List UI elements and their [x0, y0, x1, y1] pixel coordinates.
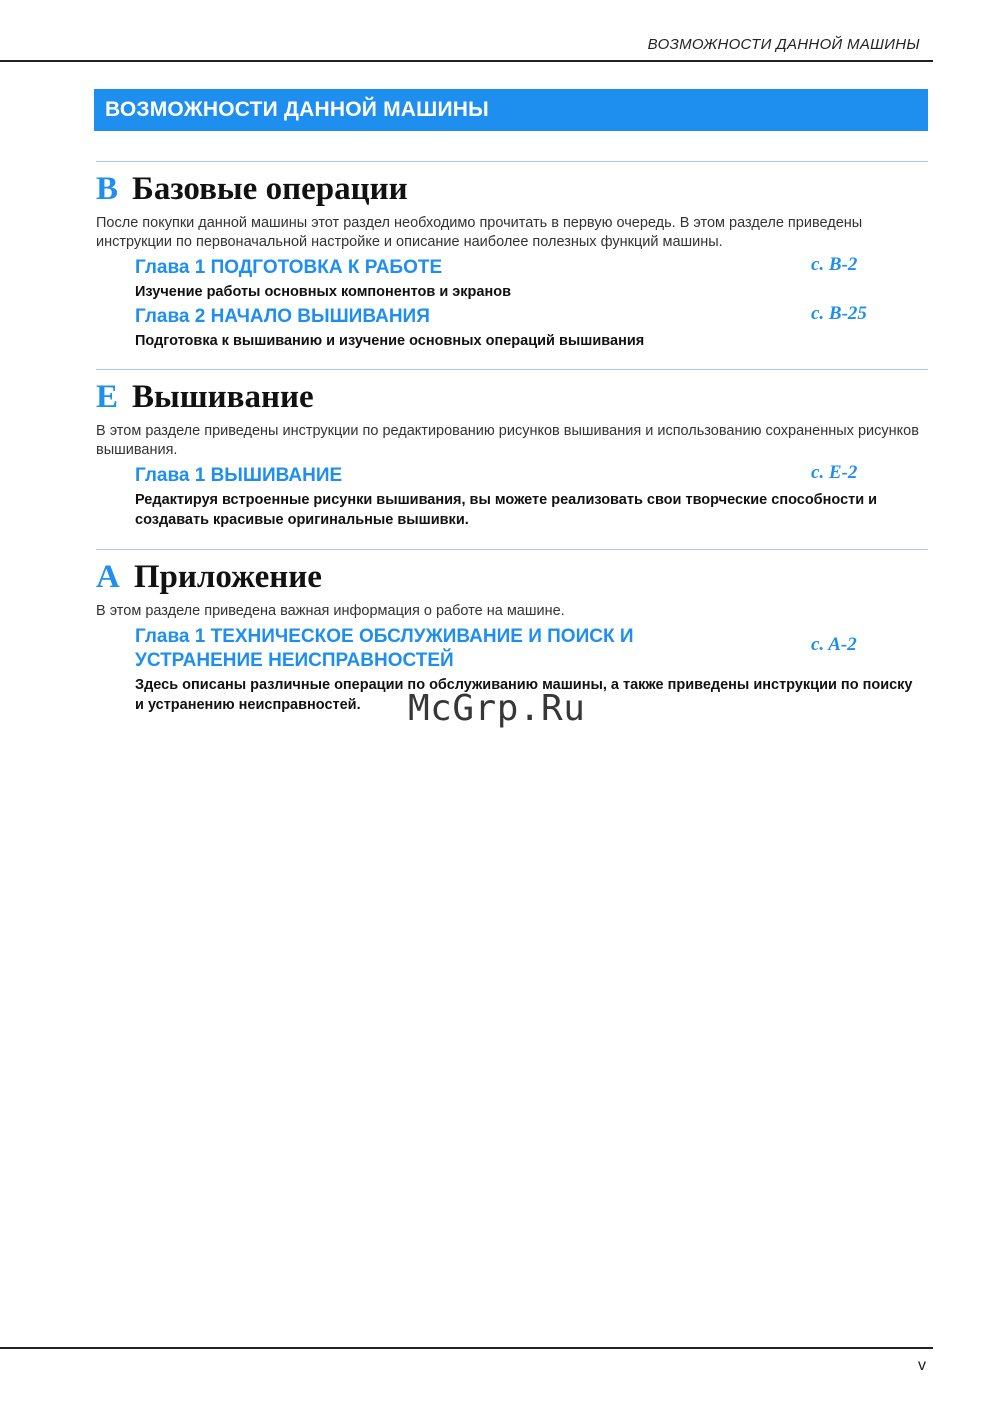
section-title: Приложение: [133, 559, 322, 595]
chapter-title[interactable]: Глава 1 ВЫШИВАНИЕ: [135, 465, 343, 486]
section-basic-operations: [96, 161, 928, 351]
page-banner: ВОЗМОЖНОСТИ ДАННОЙ МАШИНЫ: [94, 89, 928, 131]
chapter-description: Подготовка к вышиванию и изучение основных операций вышивания: [135, 333, 645, 349]
page-number: v: [918, 1357, 926, 1374]
section-title: Базовые операции: [132, 171, 408, 207]
section-divider: [96, 161, 928, 162]
chapter-entry[interactable]: [135, 464, 928, 530]
chapter-title[interactable]: Глава 1 ПОДГОТОВКА К РАБОТЕ: [135, 257, 443, 278]
section-description: В этом разделе приведены инструкции по редактированию рисунков вышивания и использованию сохраненных рисунков вышивания.: [96, 423, 919, 458]
section-description: После покупки данной машины этот раздел необходимо прочитать в первую очередь. В этом разделе приведены инструкции по первоначальной настройке и описание наиболее полезных функций машины.: [96, 215, 863, 250]
section-divider: [96, 549, 928, 550]
footer-rule: [0, 1347, 933, 1349]
chapter-page-link[interactable]: c. B-25: [811, 303, 867, 324]
chapter-page-link[interactable]: c. E-2: [811, 462, 858, 483]
section-heading: [96, 376, 928, 418]
chapter-title[interactable]: Глава 1 ТЕХНИЧЕСКОЕ ОБСЛУЖИВАНИЕ И ПОИСК И УСТРАНЕНИЕ НЕИСПРАВНОСТЕЙ: [135, 626, 634, 671]
watermark: McGrp.Ru: [408, 688, 586, 729]
chapter-title[interactable]: Глава 2 НАЧАЛО ВЫШИВАНИЯ: [135, 306, 430, 327]
section-description: В этом разделе приведена важная информация о работе на машине.: [96, 603, 565, 619]
chapter-page-link[interactable]: c. A-2: [811, 634, 857, 655]
section-divider: [96, 369, 928, 370]
section-embroidery: [96, 369, 928, 530]
header-rule: [0, 60, 933, 62]
chapter-description: Изучение работы основных компонентов и экранов: [135, 284, 511, 300]
chapter-description: Редактируя встроенные рисунки вышивания, вы можете реализовать свои творческие способности и создавать красивые оригинальные вышивки.: [135, 492, 878, 528]
section-letter: A: [96, 559, 120, 595]
section-heading: [96, 556, 928, 598]
chapter-entry[interactable]: [135, 256, 928, 302]
chapter-entry[interactable]: [135, 305, 928, 351]
chapter-page-link[interactable]: c. B-2: [811, 254, 858, 275]
section-heading: [96, 168, 928, 210]
running-header: ВОЗМОЖНОСТИ ДАННОЙ МАШИНЫ: [647, 36, 920, 53]
section-title: Вышивание: [132, 379, 314, 415]
chapter-description: Здесь описаны различные операции по обслуживанию машины, а также приведены инструкции по поиску и устранению неисправностей.: [135, 677, 913, 713]
section-letter: B: [96, 171, 119, 207]
section-letter: E: [96, 379, 119, 415]
